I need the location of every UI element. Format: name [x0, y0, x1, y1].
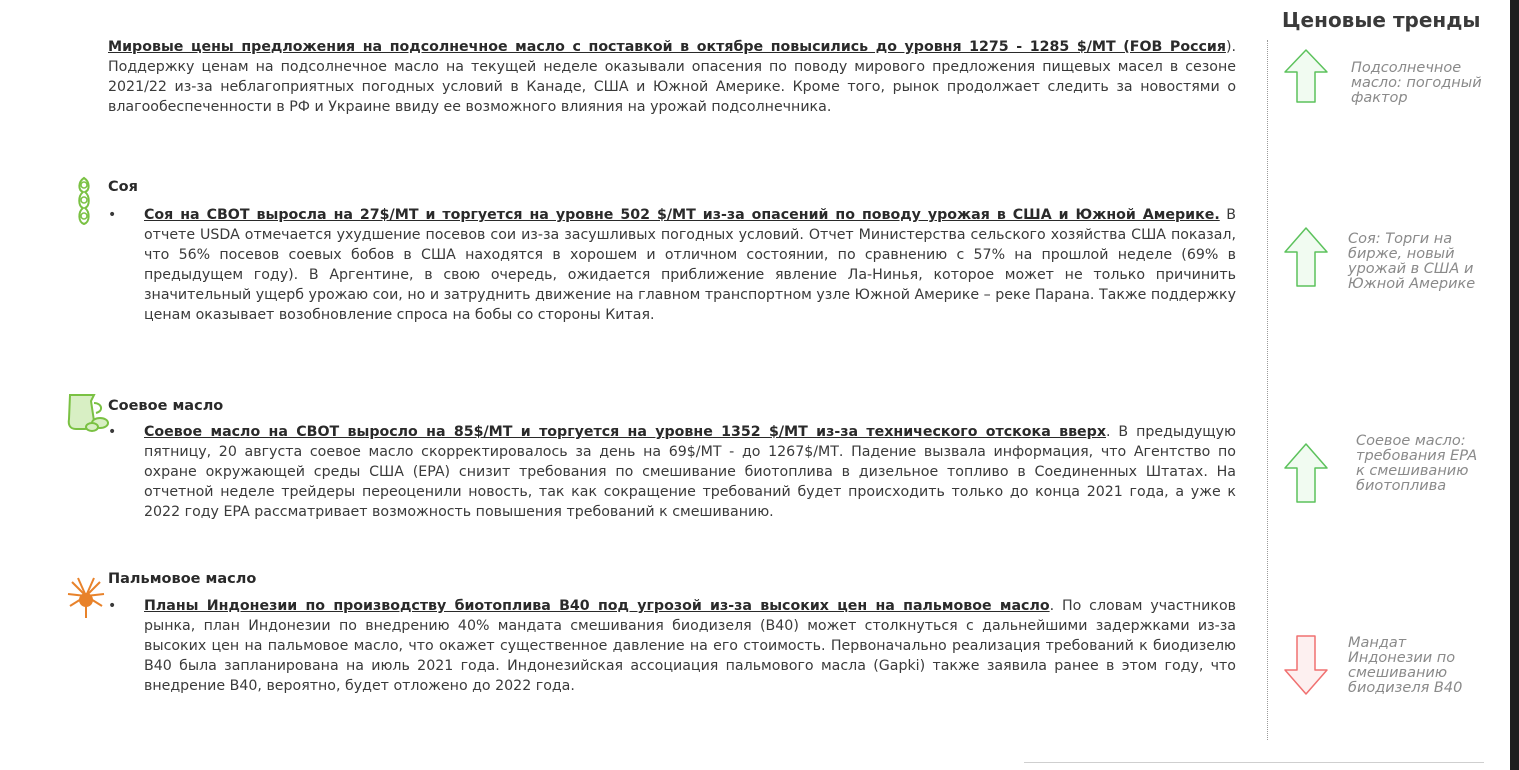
up-arrow-icon: [1283, 226, 1329, 292]
soy-body: В отчете USDA отмечается ухудшение посевов сои из-за засушливых погодных условий. Отчет Министерства сельского хозяйства США показал, что 56% посевов соевых бобов в США находятся в хорошем и отличном состоянии, по сравнению с 57% на прошлой неделе (69% в предыдущем году). В Аргентине, в свою очередь, ожидается приближение явление Ла-Нинья, которое может не только причинить значительный ущерб урожаю сои, но и затруднить движение на главном транспортном узле Южной Америке – реке Парана. Также поддержку ценам оказывает возобновление спроса на бобы со стороны Китая.: [144, 207, 1237, 323]
soy-paragraph: [144, 205, 1236, 325]
section-title-palm-oil: Пальмовое масло: [108, 571, 257, 587]
soy-headline: Соя на CBOT выросла на 27$/МТ и торгуется на уровне 502 $/МТ из-за опасений по поводу урожая в США и Южной Америке.: [144, 207, 1220, 223]
trends-title: Ценовые тренды: [1282, 8, 1481, 32]
intro-paragraph: [108, 37, 1236, 117]
sidebar-divider: [1267, 40, 1268, 740]
up-arrow-icon: [1283, 48, 1329, 108]
trend-caption: Соевое масло: требования EPA к смешиванию биотоплива: [1356, 433, 1478, 494]
soy-oil-jug-icon: [64, 391, 112, 437]
up-arrow-icon: [1283, 442, 1329, 508]
section-title-soy-oil: Соевое масло: [108, 398, 224, 414]
trend-caption: Подсолнечное масло: погодный фактор: [1351, 60, 1482, 106]
bullet-dot: •: [108, 207, 117, 223]
intro-headline: Мировые цены предложения на подсолнечное масло с поставкой в октябре повысились до уровня 1275 - 1285 $/МТ (FOB Россия: [108, 39, 1226, 55]
palm-oil-paragraph: [144, 596, 1236, 696]
bullet-dot: •: [108, 598, 117, 614]
palm-oil-headline: Планы Индонезии по производству биотоплива В40 под угрозой из-за высоких цен на пальмовое масло: [144, 598, 1050, 614]
palm-fruit-icon: [66, 574, 106, 624]
soybean-pod-icon: [74, 176, 94, 230]
soy-oil-body: . В предыдущую пятницу, 20 августа соевое масло скорректировалось за день на 69$/МТ - до 1267$/МТ. Падение вызвала информация, что Агентство по охране окружающей среды США (EPA) снизит требования по смешивание биотоплива в дизельное топливо в Соединенных Штатах. На отчетной неделе трейдеры переоценили новость, так как сокращение требований будет происходить только до конца 2021 года, а уже к 2022 году EPA рассматривает возможность повышения требований к смешиванию.: [144, 424, 1236, 520]
window-edge: [1510, 0, 1519, 770]
trend-caption: Соя: Торги на бирже, новый урожай в США и Южной Америке: [1348, 231, 1476, 292]
palm-oil-body: . По словам участников рынка, план Индонезии по внедрению 40% мандата смешивания биодизеля (B40) может столкнуться с дальнейшими задержками из-за высоких цен на пальмовое масло, что окажет существенное давление на его стоимость. Первоначально реализация требований к биодизелю B40 была запланирована на июль 2021 года. Индонезийская ассоциация пальмового масла (Gapki) также заявила ранее в этом году, что внедрение B40, вероятно, будет отложено до 2022 года.: [144, 598, 1237, 694]
intro-body: ). Поддержку ценам на подсолнечное масло на текущей неделе оказывали опасения по поводу мирового предложения пищевых масел в сезоне 2021/22 из-за неблагоприятных погодных условий в Канаде, США и Южной Америке. Кроме того, рынок продолжает следить за новостями о влагообеспеченности в РФ и Украине ввиду ее возможного влияния на урожай подсолнечника.: [108, 39, 1236, 115]
section-title-soy: Соя: [108, 179, 138, 195]
footer-rule: [1024, 762, 1484, 763]
soy-oil-headline: Соевое масло на CBOT выросло на 85$/МТ и торгуется на уровне 1352 $/МТ из-за технического отскока вверх: [144, 424, 1106, 440]
soy-oil-paragraph: [144, 422, 1236, 522]
bullet-dot: •: [108, 424, 117, 440]
trend-caption: Мандат Индонезии по смешиванию биодизеля B40: [1348, 635, 1463, 696]
down-arrow-icon: [1283, 634, 1329, 700]
